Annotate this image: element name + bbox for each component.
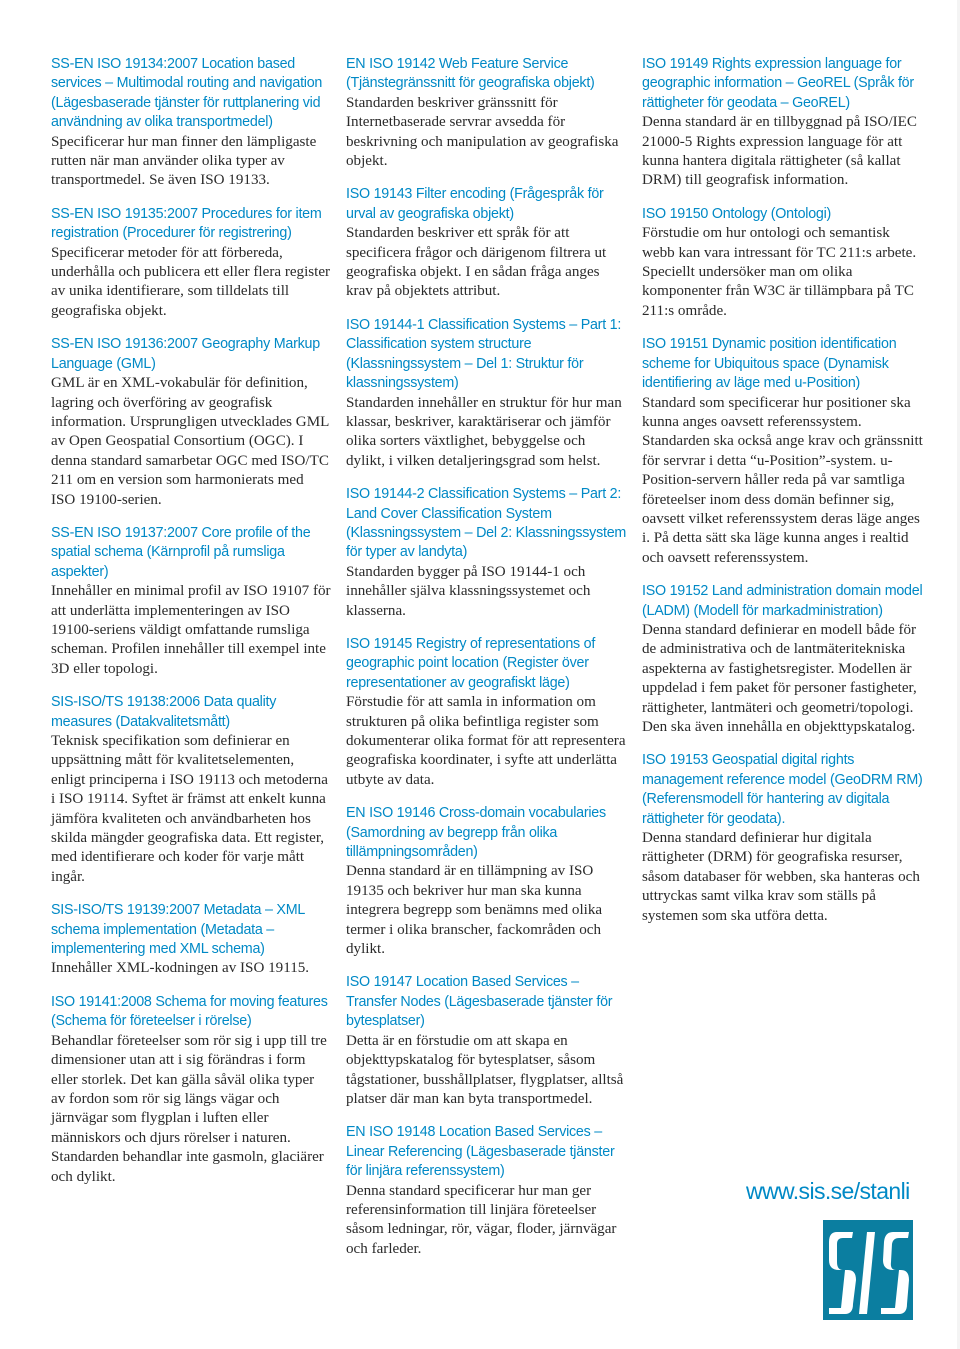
entry-title: EN ISO 19142 Web Feature Service (Tjänstegränssnitt för geografiska objekt) (346, 56, 595, 92)
entry-description: Behandlar företeelser som rör sig i upp till tre dimensioner utan att i sig förändras i form eller storlek. Det kan gälla såväl olika typer av fordon som rör sig längs vägar och järnvägar som flygplan i luften eller människors och djurs rörelser i naturen. Standarden behandlar inte gasmoln, glaciärer och dylikt. (51, 1032, 327, 1185)
entry-description: Denna standard är en tillämpning av ISO 19135 och bekriver hur man ska kunna integrera begrepp som benämns med olika termer i olika branscher, fackområden och dylikt. (346, 863, 603, 958)
entry-description: Detta är en förstudie om att skapa en objekttypskatalog för bytesplatser, såsom tågstationer, busshållplatser, flygplatser, alltså platser där man kan byta transportmedel. (346, 1032, 624, 1107)
entry-title: SIS-ISO/TS 19139:2007 Metadata – XML schema implementation (Metadata – implementering med XML schema) (51, 902, 305, 958)
entry-title: EN ISO 19148 Location Based Services – Linear Referencing (Lägesbaserade tjänster för linjära referenssystem) (346, 1124, 615, 1180)
entry-description: GML är en XML-vokabulär för definition, lagring och överföring av geografisk information. Ursprungligen utvecklades GML av Open Geospatial Consortium (OGC). I denna standard samarbetar OGC med ISO/TC 211 om en version som harmonierats med ISO 19100-serien. (51, 375, 329, 508)
entry-description: Denna standard definierar hur digitala rättigheter (DRM) för geografiska resurser, såsom databaser för webben, ska hanteras och uttryckas samt vilka krav som ställs på systemen som ska utföra detta. (642, 830, 920, 924)
entry-description: Innehåller en minimal profil av ISO 19107 för att underlätta implementeringen av ISO 19100-seriens väldigt omfattande rumsliga scheman. Profilen innehåller till exempel inte 3D eller topologi. (51, 583, 331, 677)
standard-entry (346, 973, 628, 1109)
entry-description: Innehåller XML-kodningen av ISO 19115. (51, 960, 310, 977)
entry-title: EN ISO 19146 Cross-domain vocabularies (Samordning av begrepp från olika tillämpningsområden) (346, 805, 606, 861)
standard-entry (51, 901, 331, 979)
entry-description: Standard som specificerar hur positioner ska kunna anges oavsett referenssystem. Standarden ska också ange krav och gränssnitt för servrar i detta “u-Position”-system. u-Position-servern håller reda på var samtliga företeelser inom dess domän befinner sig, oavsett vilket referenssystem deras läge anges i. På detta sätt ska läge kunna anges i realtid och oavsett referenssystem. (642, 394, 923, 566)
column-1 (51, 55, 331, 1201)
entry-title: SS-EN ISO 19137:2007 Core profile of the spatial schema (Kärnprofil på rumsliga aspekter) (51, 524, 311, 580)
sis-logo (823, 1220, 913, 1320)
standard-entry (51, 55, 331, 191)
standard-entry (346, 55, 628, 171)
entry-description: Teknisk specifikation som definierar en uppsättning mått för kvalitetselementen, enligt principerna i ISO 19113 och metoderna i ISO 19114. Syftet är främst att enkelt kunna jämföra kvaliteten och användbarheten hos skilda mängder geografiska data. Ett register, med identifierare och koder för varje mått ingår. (51, 733, 328, 885)
entry-title: ISO 19147 Location Based Services – Transfer Nodes (Lägesbaserade tjänster för bytesplatser) (346, 974, 613, 1030)
entry-description: Denna standard specificerar hur man ger referensinformation till linjära företeelser såsom ledningar, rör, vägar, floder, järnvägar och farleder. (346, 1182, 617, 1257)
entry-description: Denna standard är en tillbyggnad på ISO/IEC 21000-5 Rights expression language för att kunna hantera digitala rättigheter (så kallat DRM) till geografisk information. (642, 114, 917, 189)
entry-title: ISO 19149 Rights expression language for geographic information – GeoREL (Språk för rättigheter för geodata – GeoREL) (642, 56, 914, 111)
entry-description: Standarden innehåller en struktur för hur man klassar, beskriver, karaktäriserar och jämför olika sorters växtlighet, bebyggelse och dylikt, i vilken detaljeringsgrad som helst. (346, 394, 622, 469)
standard-entry (346, 635, 628, 790)
standard-entry (51, 335, 331, 510)
entry-title: ISO 19144-2 Classification Systems – Part 2: Land Cover Classification System (Klassningssystem – Del 2: Klassningssystem för typer av landyta) (346, 486, 627, 561)
column-3 (642, 55, 924, 940)
column-2 (346, 55, 628, 1273)
entry-description: Specificerar hur man finner den lämpligaste rutten när man använder olika typer av transportmedel. Se även ISO 19133. (51, 133, 317, 189)
standard-entry (51, 524, 331, 679)
standard-entry (346, 185, 628, 301)
website-link[interactable]: www.sis.se/stanli (746, 1178, 910, 1204)
standard-entry (346, 316, 628, 471)
entry-title: ISO 19144-1 Classification Systems – Part 1: Classification system structure (Klassningssystem – Del 1: Struktur för klassningssystem) (346, 316, 622, 392)
standard-entry (51, 993, 331, 1187)
standard-entry (346, 804, 628, 959)
entry-title: ISO 19143 Filter encoding (Frågespråk för urval av geografiska objekt) (346, 186, 604, 222)
entry-description: Förstudie för att samla in information om strukturen på olika befintliga register som dokumenterar olika format för att representera geografiska koordinater, i syfte att underlätta utbyte av data. (346, 694, 626, 788)
entry-title: SS-EN ISO 19135:2007 Procedures for item registration (Procedurer för registrering) (51, 205, 322, 242)
standard-entry (346, 485, 628, 621)
entry-title: SS-EN ISO 19134:2007 Location based services – Multimodal routing and navigation (Lägesbaserade tjänster för ruttplanering vid användning av olika transportmedel) (51, 56, 323, 131)
entry-description: Standarden beskriver gränssnitt för Internetbaserade servrar avsedda för beskrivning och manipulation av geografiska objekt. (346, 94, 619, 170)
standard-entry (51, 205, 331, 321)
standard-entry (642, 205, 924, 321)
entry-title: SS-EN ISO 19136:2007 Geography Markup Language (GML) (51, 336, 320, 372)
standard-entry (642, 55, 924, 191)
entry-description: Specificerar metoder för att förbereda, underhålla och publicera ett eller flera register av unika identifierare, som tilldelats till geografiska objekt. (51, 244, 331, 319)
entry-title: ISO 19153 Geospatial digital rights management reference model (GeoDRM RM) (Referensmodell för hantering av digitala rättigheter för geodata). (642, 752, 923, 827)
entry-title: ISO 19141:2008 Schema for moving features (Schema för företeelser i rörelse) (51, 993, 328, 1030)
entry-description: Standarden beskriver ett språk för att specificera frågor och därigenom filtrera ut geografiska objekt. I en sådan fråga anges krav på objektets attribut. (346, 225, 607, 300)
entry-description: Standarden bygger på ISO 19144-1 och innehåller själva klassningssystemet och klasserna. (346, 563, 591, 619)
standard-entry (642, 582, 924, 737)
entry-title: ISO 19150 Ontology (Ontologi) (642, 205, 832, 222)
entry-description: Förstudie om hur ontologi och semantisk webb kan vara intressant för TC 211:s arbete. Speciellt undersöker man om olika komponenter från W3C är tillämpbara på TC 211:s område. (642, 225, 917, 319)
standard-entry (642, 335, 924, 568)
entry-title: SIS-ISO/TS 19138:2006 Data quality measures (Datakvalitetsmått) (51, 694, 277, 730)
standard-entry (346, 1123, 628, 1259)
entry-title: ISO 19151 Dynamic position identification scheme for Ubiquitous space (Dynamisk identifiering av läge med u-Position) (642, 336, 897, 392)
entry-title: ISO 19152 Land administration domain model (LADM) (Modell för markadministration) (642, 583, 923, 619)
entry-description: Denna standard definierar en modell både för de administrativa och de lantmäteritekniska aspekterna av fastighetsregister. Modellen är uppdelad i fem paket för personer fastigheter, rättigheter, lantmäteri och geometri/topologi. Den ska även innehålla en objekttypskatalog. (642, 621, 917, 735)
standard-entry (51, 693, 331, 887)
entry-title: ISO 19145 Registry of representations of geographic point location (Register över representationer av geografiskt läge) (346, 635, 596, 691)
standard-entry (642, 751, 924, 926)
